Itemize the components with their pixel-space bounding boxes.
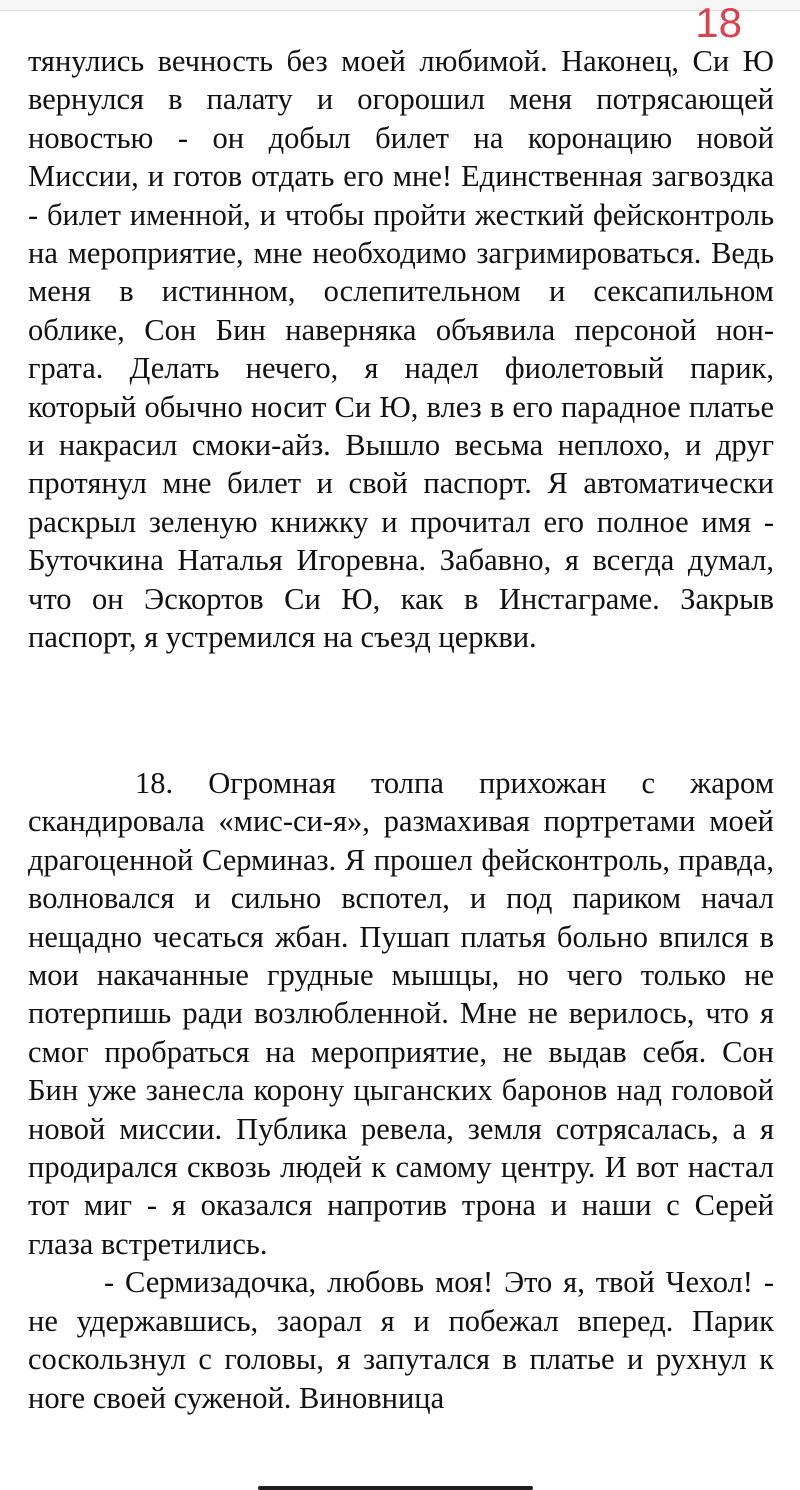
paragraph-dialogue: - Сермизадочка, любовь моя! Это я, твой Чехол! - не удержавшись, заорал я и побежал вперед. Парик соскользнул с головы, я запутался в платье и рухнул к ноге своей суженой. Виновница [28,1265,774,1415]
text-block-chapter-18 [28,764,774,1417]
paragraph-continued: тянулись вечность без моей любимой. Наконец, Си Ю вернулся в палату и огорошил меня потрясающей новостью - он добыл билет на коронацию новой Миссии, и готов отдать его мне! Единственная загвоздка - билет именной, и чтобы пройти жесткий фейсконтроль на мероприятие, мне необходимо загримироваться. Ведь меня в истинном, ослепительном и сексапильном облике, Сон Бин наверняка объявила персоной нон-грата. Делать нечего, я надел фиолетовый парик, который обычно носит Си Ю, влез в его парадное платье и накрасил смоки-айз. Вышло весьма неплохо, и друг протянул мне билет и свой паспорт. Я автоматически раскрыл зеленую книжку и прочитал его полное имя - Буточкина Наталья Игоревна. Забавно, я всегда думал, что он Эскортов Си Ю, как в Инстаграме. Закрыв паспорт, я устремился на съезд церкви. [28,44,774,655]
text-block-top [28,42,774,657]
page-number: 18 [695,0,742,46]
cropped-text-fragment [150,0,470,1]
paragraph-chapter-18: 18. Огромная толпа прихожан с жаром скандировала «мис-си-я», размахивая портретами моей драгоценной Серминаз. Я прошел фейсконтроль, правда, волновался и сильно вспотел, и под париком начал нещадно чесаться жбан. Пушап платья больно впился в мои накачанные грудные мышцы, но чего только не потерпишь ради возлюбленной. Мне не верилось, что я смог пробраться на мероприятие, не выдав себя. Сон Бин уже занесла корону цыганских баронов над головой новой миссии. Публика ревела, земля сотрясалась, а я продирался сквозь людей к самому центру. И вот настал тот миг - я оказался напротив трона и наши с Серей глаза встретились. [28,766,774,1261]
previous-page-edge [0,0,800,11]
scroll-indicator[interactable] [258,1486,533,1490]
